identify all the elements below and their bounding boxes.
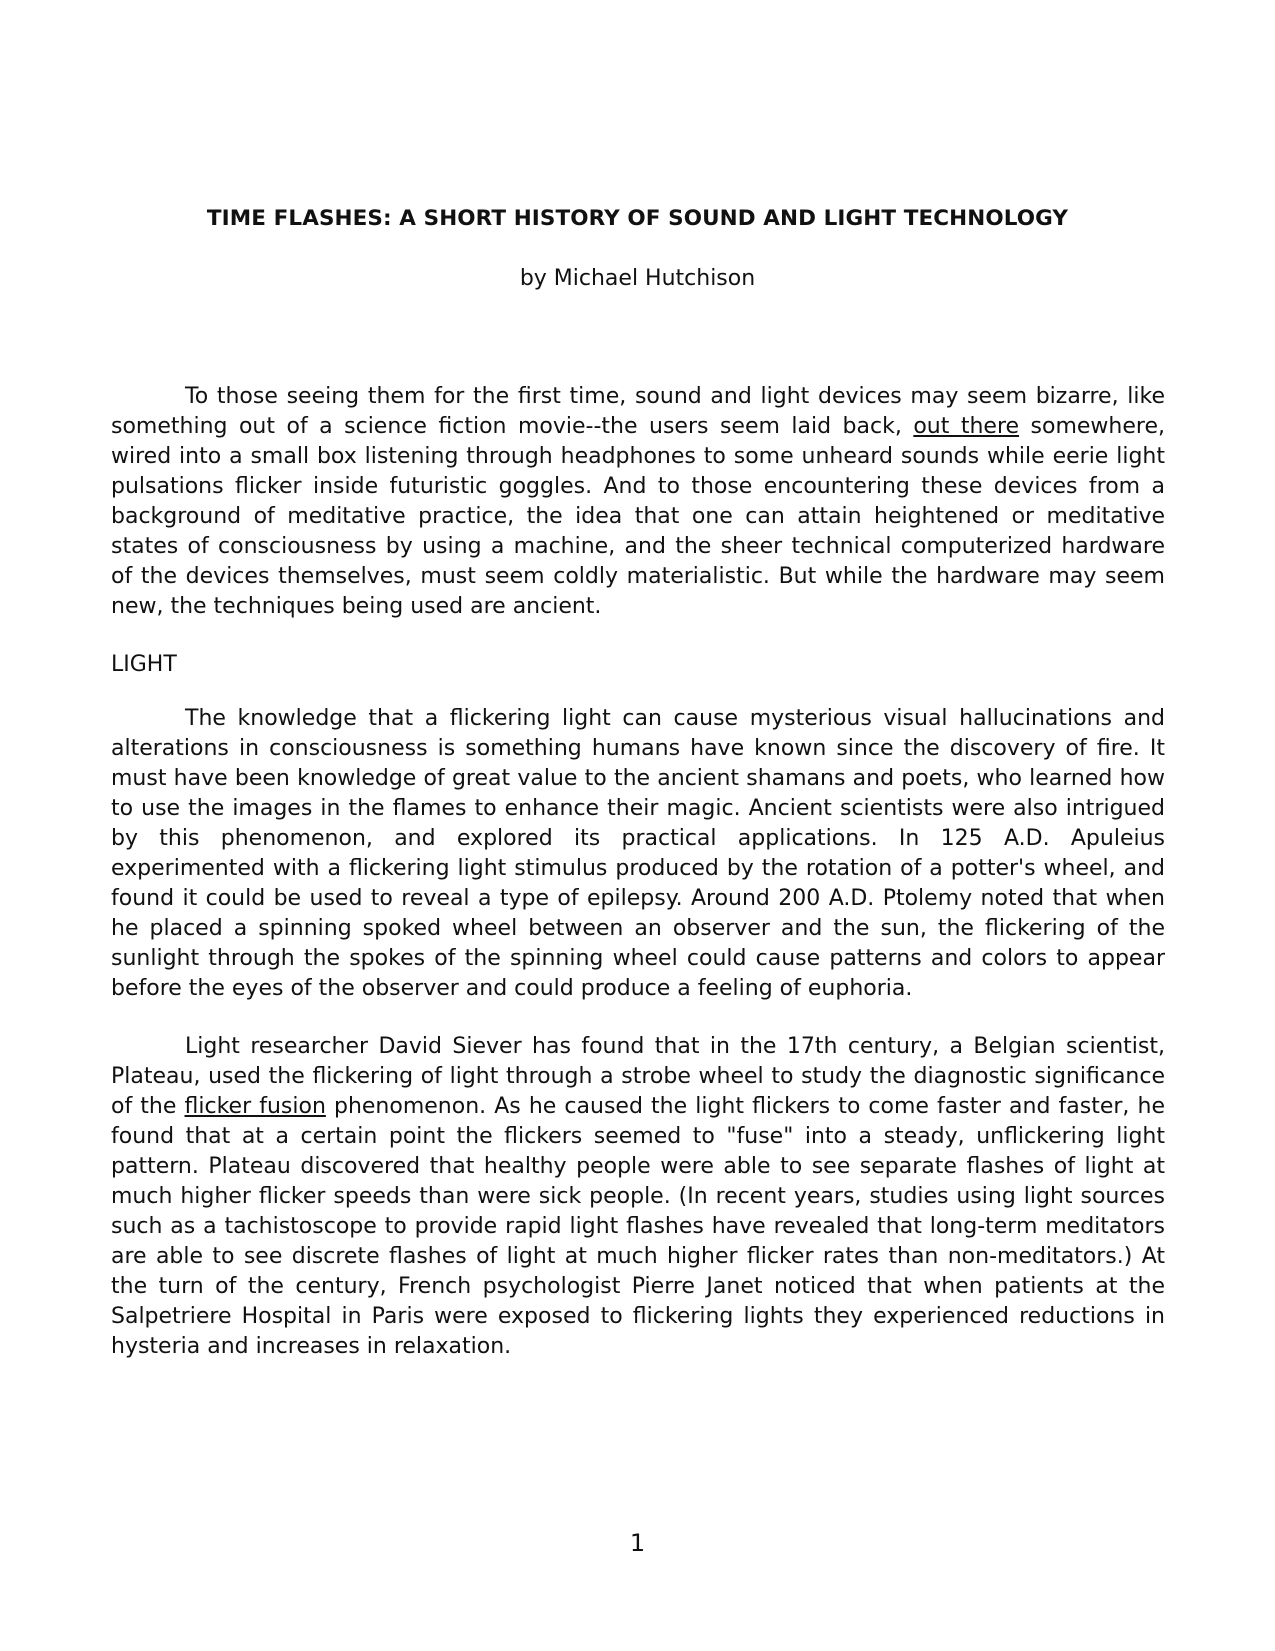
underlined-out-there: out there [913, 414, 1020, 439]
intro-text-part1: To those seeing them for the first time, sound and light devices may seem bizarre, like something out of a science fiction movie--the users seem laid back, [111, 384, 1165, 439]
section-heading-light: LIGHT [111, 652, 177, 677]
light-paragraph-1: The knowledge that a flickering light can cause mysterious visual hallucinations and alterations in consciousness is something humans have known since the discovery of fire. It must have been knowledge of great value to the ancient shamans and poets, who learned how to use the images in the flames to enhance their magic. Ancient scientists were also intrigued by this phenomenon, and explored its practical applications. In 125 A.D. Apuleius experimented with a flickering light stimulus produced by the rotation of a potter's wheel, and found it could be used to reveal a type of epilepsy. Around 200 A.D. Ptolemy noted that when he placed a spinning spoked wheel between an observer and the sun, the flickering of the sunlight through the spokes of the spinning wheel could cause patterns and colors to appear before the eyes of the observer and could produce a feeling of euphoria. [111, 706, 1165, 1001]
document-title: TIME FLASHES: A SHORT HISTORY OF SOUND AND LIGHT TECHNOLOGY [206, 206, 1069, 231]
underlined-flicker-fusion: flicker fusion [184, 1094, 326, 1119]
body-text [111, 382, 1165, 1362]
intro-text-part2: somewhere, wired into a small box listening through headphones to some unheard sounds while eerie light pulsations flicker inside futuristic goggles. And to those encountering these devices from a background of meditative practice, the idea that one can attain heightened or meditative states of consciousness by using a machine, and the sheer technical computerized hardware of the devices themselves, must seem coldly materialistic. But while the hardware may seem new, the techniques being used are ancient. [111, 414, 1165, 619]
light-para2-part1: Light researcher David Siever has found that in the 17th century, a Belgian scientist, Plateau, used the flickering of light through a strobe wheel to study the diagnostic significance of the [111, 1034, 1165, 1119]
page-number: 1 [629, 1529, 646, 1557]
intro-paragraph [111, 382, 1165, 622]
light-paragraph-2 [111, 1032, 1165, 1362]
author-byline: by Michael Hutchison [519, 266, 756, 291]
light-para2-part2: phenomenon. As he caused the light flickers to come faster and faster, he found that at a certain point the flickers seemed to "fuse" into a steady, unflickering light pattern. Plateau discovered that healthy people were able to see separate flashes of light at much higher flicker speeds than were sick people. (In recent years, studies using light sources such as a tachistoscope to provide rapid light flashes have revealed that long-term meditators are able to see discrete flashes of light at much higher flicker rates than non-meditators.) At the turn of the century, French psychologist Pierre Janet noticed that when patients at the Salpetriere Hospital in Paris were exposed to flickering lights they experienced reductions in hysteria and increases in relaxation. [111, 1094, 1165, 1359]
